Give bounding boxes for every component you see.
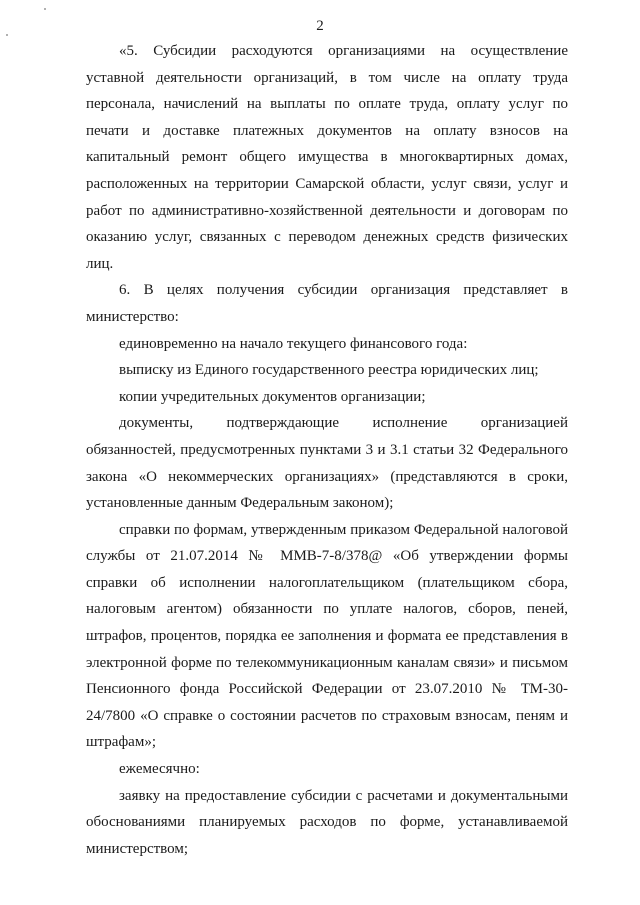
paragraph-clause-6: 6. В целях получения субсидии организация представляет в министерство: <box>86 282 568 325</box>
page-number: 2 <box>316 18 324 34</box>
paragraph-founding-documents: копии учредительных документов организации; <box>119 388 426 405</box>
paragraph-tax-certificates: справки по формам, утвержденным приказом Федеральной налоговой службы от 21.07.2014 № ММВ-7-8/378@ «Об утверждении формы справки об исполнении налогоплательщиком (плательщиком сбора, налоговым агентом) обязанности по уплате налогов, сборов, пеней, штрафов, процентов, порядка ее заполнения и формата ее представления в электронной форме по телекоммуникационным каналам связи» и письмом Пенсионного фонда Российской Федерации от 23.07.2010 № ТМ-30-24/7800 «О справке о состоянии расчетов по страховым взносам, пеням и штрафам»; <box>86 521 568 751</box>
paragraph-once-per-year: единовременно на начало текущего финансового года: <box>119 335 468 352</box>
paragraph-monthly: ежемесячно: <box>119 761 200 778</box>
paragraph-registry-extract: выписку из Единого государственного реестра юридических лиц; <box>119 362 539 379</box>
paragraph-compliance-documents: документы, подтверждающие исполнение организацией обязанностей, предусмотренных пунктами 3 и 3.1 статьи 32 Федерального закона «О некоммерческих организациях» (представляются в сроки, установленные данным Федеральным законом); <box>86 415 568 512</box>
document-body <box>86 38 568 862</box>
paragraph-clause-5: «5. Субсидии расходуются организациями на осуществление уставной деятельности организаций, в том числе на оплату труда персонала, начислений на выплаты по оплате труда, оплату услуг по печати и доставке платежных документов на оплату взносов на капитальный ремонт общего имущества в многоквартирных домах, расположенных на территории Самарской области, услуг связи, услуг и работ по административно-хозяйственной деятельности и договорам по оказанию услуг, связанных с переводом денежных средств физических лиц. <box>86 43 568 272</box>
scan-speck <box>44 8 46 10</box>
paragraph-subsidy-application: заявку на предоставление субсидии с расчетами и документальными обоснованиями планируемых расходов по форме, устанавливаемой министерством; <box>86 787 568 857</box>
